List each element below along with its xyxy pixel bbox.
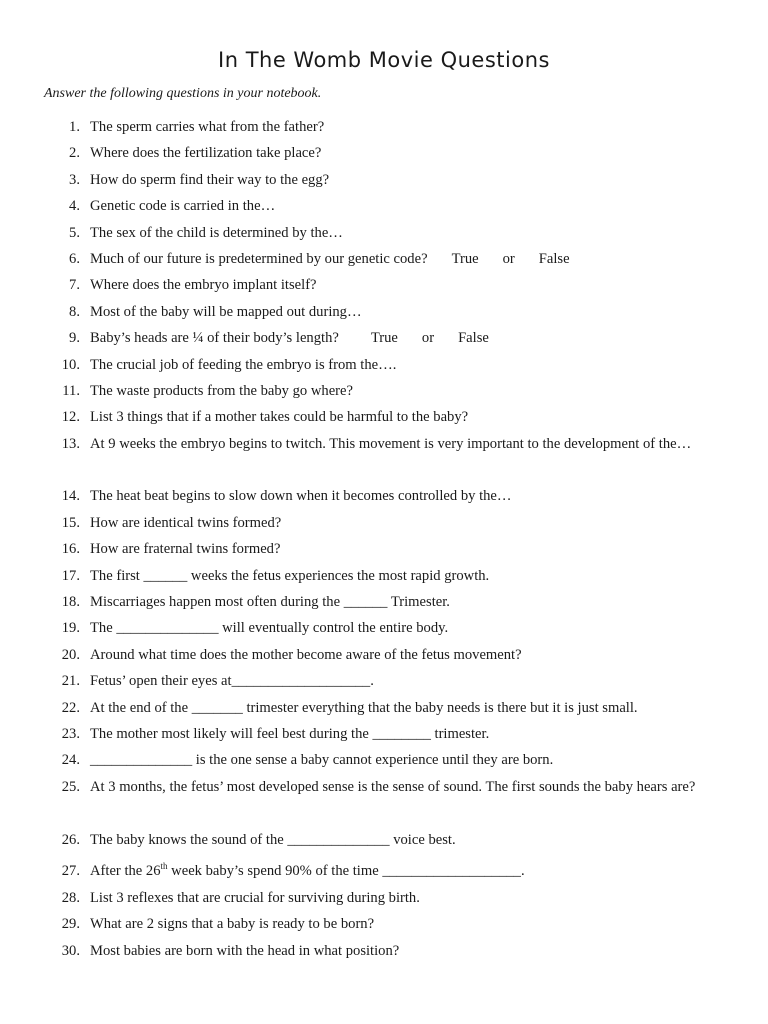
question-text: The mother most likely will feel best during the ________ trimester. bbox=[90, 726, 490, 742]
question-text: What are 2 signs that a baby is ready to be born? bbox=[90, 916, 375, 933]
question-item bbox=[0, 114, 768, 140]
question-text: After the 26 bbox=[90, 862, 161, 879]
question-text: The ______________ will eventually control the entire body. bbox=[90, 620, 449, 637]
question-number: 15. bbox=[61, 514, 80, 531]
question-item-true-false bbox=[0, 246, 768, 272]
question-item bbox=[0, 827, 768, 853]
question-number: 12. bbox=[61, 409, 80, 426]
question-text: Around what time does the mother become aware of the fetus movement? bbox=[90, 646, 522, 663]
question-number: 22. bbox=[61, 699, 80, 716]
question-item bbox=[0, 911, 768, 937]
question-item bbox=[0, 563, 768, 589]
question-number: 14. bbox=[61, 488, 80, 505]
question-number: 28. bbox=[61, 889, 80, 906]
question-text: The baby knows the sound of the ______________ voice best. bbox=[90, 831, 456, 848]
question-number: 4. bbox=[69, 198, 80, 215]
question-item-true-false bbox=[0, 325, 768, 351]
question-number: 25. bbox=[61, 778, 80, 795]
question-number: 18. bbox=[61, 594, 80, 611]
question-number: 30. bbox=[61, 942, 80, 959]
question-text: At the end of the _______ trimester everything that the baby needs is there but it is just small. bbox=[90, 699, 638, 716]
question-number: 7. bbox=[69, 277, 80, 294]
question-item bbox=[0, 721, 768, 747]
option-false: False bbox=[538, 250, 570, 267]
question-item bbox=[0, 299, 768, 325]
page-title: In The Womb Movie Questions bbox=[218, 48, 550, 72]
question-number: 9. bbox=[69, 330, 80, 347]
question-item bbox=[0, 483, 768, 509]
question-item bbox=[0, 695, 768, 721]
ordinal-suffix: th bbox=[160, 861, 168, 872]
question-number: 2. bbox=[69, 145, 80, 162]
question-number: 29. bbox=[61, 916, 80, 933]
option-or: or bbox=[502, 250, 515, 267]
question-number: 10. bbox=[61, 356, 80, 373]
question-item bbox=[0, 668, 768, 694]
question-text-wrap bbox=[90, 853, 730, 889]
question-number: 24. bbox=[61, 752, 80, 769]
question-number: 6. bbox=[69, 250, 80, 267]
question-item bbox=[0, 167, 768, 193]
question-item bbox=[0, 220, 768, 246]
question-text: List 3 reflexes that are crucial for surviving during birth. bbox=[90, 889, 420, 906]
option-true: True bbox=[451, 250, 479, 267]
question-number: 8. bbox=[69, 303, 80, 320]
question-text: The heat beat begins to slow down when it becomes controlled by the… bbox=[90, 488, 512, 505]
question-text: Most of the baby will be mapped out during… bbox=[90, 303, 362, 320]
question-text: The crucial job of feeding the embryo is from the…. bbox=[90, 356, 397, 373]
question-number: 26. bbox=[61, 831, 80, 848]
question-text-wrap bbox=[90, 246, 730, 272]
question-text: How do sperm find their way to the egg? bbox=[90, 171, 330, 188]
question-text: Baby’s heads are ¼ of their body’s length? bbox=[90, 330, 339, 347]
question-number: 19. bbox=[61, 620, 80, 637]
question-number: 13. bbox=[61, 435, 80, 452]
question-text: Fetus’ open their eyes at___________________. bbox=[90, 673, 374, 690]
question-item bbox=[0, 853, 768, 885]
question-text: At 9 weeks the embryo begins to twitch. This movement is very important to the development of the… bbox=[90, 435, 692, 452]
question-text-cont: week baby’s spend 90% of the time ___________________. bbox=[167, 862, 525, 879]
question-number: 1. bbox=[69, 119, 80, 135]
question-number: 21. bbox=[61, 673, 80, 690]
question-item bbox=[0, 193, 768, 219]
question-number: 16. bbox=[61, 541, 80, 558]
question-item bbox=[0, 774, 768, 827]
question-number: 23. bbox=[61, 726, 80, 742]
question-text: Where does the fertilization take place? bbox=[90, 145, 322, 162]
question-item bbox=[0, 615, 768, 641]
question-text-wrap bbox=[90, 325, 730, 351]
question-item bbox=[0, 510, 768, 536]
question-text: List 3 things that if a mother takes could be harmful to the baby? bbox=[90, 409, 469, 426]
question-text: Much of our future is predetermined by our genetic code? bbox=[90, 250, 428, 267]
question-number: 20. bbox=[61, 646, 80, 663]
question-text: At 3 months, the fetus’ most developed sense is the sense of sound. The first sounds the baby hears are? bbox=[90, 778, 696, 795]
question-item bbox=[0, 642, 768, 668]
question-item bbox=[0, 747, 768, 773]
question-item bbox=[0, 536, 768, 562]
question-text: Most babies are born with the head in what position? bbox=[90, 942, 400, 959]
question-item bbox=[0, 885, 768, 911]
question-item bbox=[0, 589, 768, 615]
question-item bbox=[0, 272, 768, 298]
question-item bbox=[0, 431, 768, 484]
question-text: Genetic code is carried in the… bbox=[90, 198, 276, 215]
question-text: Where does the embryo implant itself? bbox=[90, 277, 317, 294]
question-text: How are fraternal twins formed? bbox=[90, 541, 281, 558]
option-or: or bbox=[421, 330, 435, 347]
question-text: The sperm carries what from the father? bbox=[90, 119, 325, 135]
question-number: 17. bbox=[61, 567, 80, 584]
instructions: Answer the following questions in your notebook. bbox=[44, 86, 322, 101]
option-true: True bbox=[370, 330, 398, 347]
question-item bbox=[0, 378, 768, 404]
question-text: The sex of the child is determined by the… bbox=[90, 224, 343, 241]
question-number: 5. bbox=[69, 224, 80, 241]
question-item bbox=[0, 140, 768, 166]
question-text: How are identical twins formed? bbox=[90, 514, 282, 531]
question-number: 11. bbox=[62, 382, 80, 399]
question-item bbox=[0, 352, 768, 378]
question-text: Miscarriages happen most often during the ______ Trimester. bbox=[90, 594, 450, 611]
question-list bbox=[0, 114, 768, 964]
question-number: 3. bbox=[69, 171, 80, 188]
question-text: The waste products from the baby go where? bbox=[90, 382, 354, 399]
question-number: 27. bbox=[61, 862, 80, 879]
question-text: ______________ is the one sense a baby cannot experience until they are born. bbox=[90, 752, 554, 769]
question-item bbox=[0, 404, 768, 430]
question-text: The first ______ weeks the fetus experiences the most rapid growth. bbox=[90, 567, 490, 584]
option-false: False bbox=[458, 330, 489, 347]
question-item bbox=[0, 938, 768, 964]
